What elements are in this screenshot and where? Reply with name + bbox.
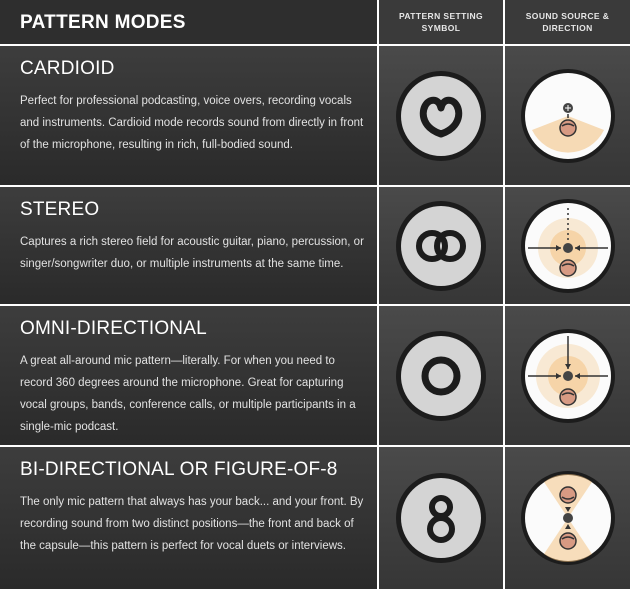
header-title-cell	[0, 0, 377, 44]
mode-text-cell	[0, 187, 377, 304]
source-cell	[505, 447, 630, 589]
mode-text-cell	[0, 447, 377, 589]
mode-row-cardioid	[0, 46, 630, 185]
heart-icon	[393, 68, 489, 164]
mode-name: OMNI-DIRECTIONAL	[20, 318, 207, 339]
mode-row-bidirectional	[0, 447, 630, 589]
mode-text-cell	[0, 306, 377, 445]
symbol-cell	[379, 187, 503, 304]
source-cell	[505, 187, 630, 304]
figure-8-icon	[393, 470, 489, 566]
bidirectional-pickup-icon	[518, 468, 618, 568]
source-cell	[505, 306, 630, 445]
mode-name: BI-DIRECTIONAL OR FIGURE-OF-8	[20, 459, 338, 480]
mode-description: A great all-around mic pattern—literally. For when you need to record 360 degrees around the microphone. Great for capturing vocal groups, bands, conference calls, or multiple participants in a single-mic podcast.	[20, 355, 356, 433]
stereo-pickup-icon	[518, 196, 618, 296]
mode-name: STEREO	[20, 199, 100, 220]
cardioid-pickup-icon	[518, 66, 618, 166]
mode-row-stereo	[0, 187, 630, 304]
symbol-cell	[379, 306, 503, 445]
double-ring-icon	[393, 198, 489, 294]
header-row	[0, 0, 630, 44]
header-source-cell	[505, 0, 630, 44]
page-title: PATTERN MODES	[20, 12, 186, 33]
mode-row-omni	[0, 306, 630, 445]
ring-icon	[393, 328, 489, 424]
column-header-symbol: PATTERN SETTING SYMBOL	[398, 11, 484, 33]
mode-description: The only mic pattern that always has your back... and your front. By recording sound from two distinct positions—the front and back of the capsule—this pattern is perfect for vocal duets or interviews.	[20, 496, 364, 552]
symbol-cell	[379, 46, 503, 185]
mode-description: Captures a rich stereo field for acoustic guitar, piano, percussion, or singer/songwriter duo, or multiple instruments at the same time.	[20, 236, 364, 270]
mode-description: Perfect for professional podcasting, voice overs, recording vocals and instruments. Cardioid mode records sound from directly in front of the microphone, resulting in rich, full-bodied sound.	[20, 95, 364, 151]
omni-pickup-icon	[518, 326, 618, 426]
header-symbol-cell	[379, 0, 503, 44]
source-cell	[505, 46, 630, 185]
column-header-source: SOUND SOURCE & DIRECTION	[525, 11, 610, 33]
mode-name: CARDIOID	[20, 58, 115, 79]
mode-text-cell	[0, 46, 377, 185]
symbol-cell	[379, 447, 503, 589]
